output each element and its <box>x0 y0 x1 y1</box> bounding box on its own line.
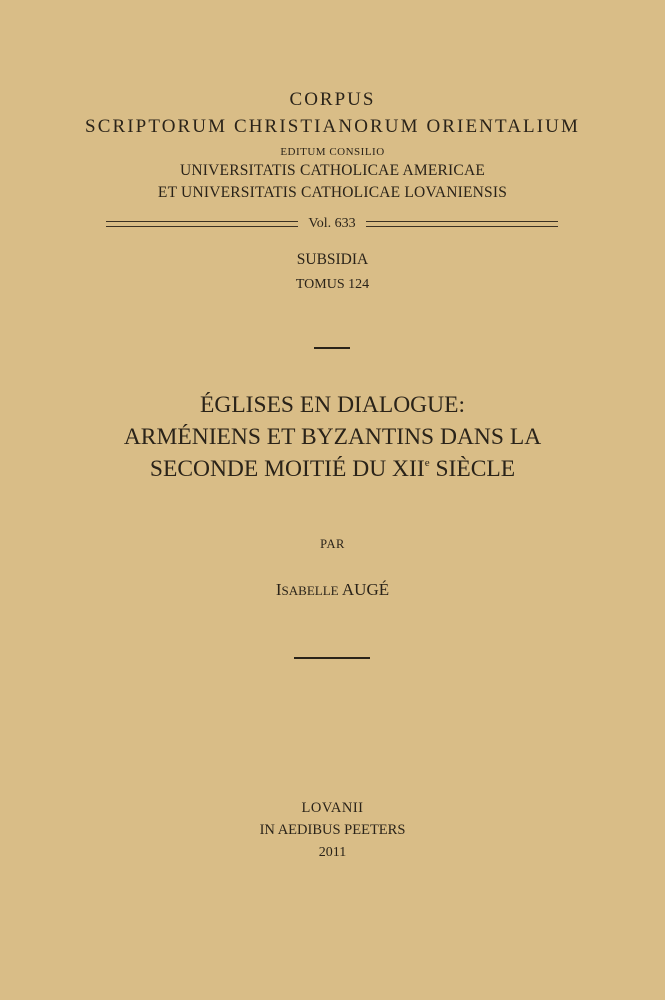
series-university-america: UNIVERSITATIS CATHOLICAE AMERICAE <box>179 162 486 179</box>
book-title <box>0 389 665 485</box>
volume-number: Vol. 633 <box>308 216 356 231</box>
double-rule-left <box>106 221 298 227</box>
subseries-tomus: TOMUS 124 <box>295 277 370 292</box>
title-line-2: ARMÉNIENS ET BYZANTINS DANS LA <box>123 424 542 450</box>
author-first-rest: SABELLE <box>281 583 339 598</box>
author-name <box>0 580 665 600</box>
author-last-name: AUGÉ <box>341 580 390 599</box>
subseries-name: SUBSIDIA <box>296 251 369 268</box>
volume-divider <box>106 214 558 234</box>
by-label: PAR <box>320 537 345 551</box>
title-line-3-post: SIÈCLE <box>429 456 516 482</box>
series-name: SCRIPTORUM CHRISTIANORUM ORIENTALIUM <box>85 116 580 137</box>
author-first-initial: I <box>275 580 282 599</box>
publisher-name: IN AEDIBUS PEETERS <box>259 822 406 838</box>
series-university-louvain: ET UNIVERSITATIS CATHOLICAE LOVANIENSIS <box>157 184 508 201</box>
publication-year: 2011 <box>318 845 347 860</box>
double-rule-right <box>366 221 558 227</box>
title-superscript: e <box>424 457 430 469</box>
series-editum: EDITUM CONSILIO <box>280 146 385 158</box>
title-line-1: ÉGLISES EN DIALOGUE: <box>200 392 465 418</box>
short-rule-bottom <box>294 657 370 659</box>
title-line-3 <box>0 453 665 485</box>
series-corpus: CORPUS <box>289 89 376 110</box>
title-line-3-pre: SECONDE MOITIÉ DU XII <box>149 456 425 482</box>
publisher-place: LOVANII <box>301 800 364 816</box>
short-rule-top <box>314 347 350 349</box>
